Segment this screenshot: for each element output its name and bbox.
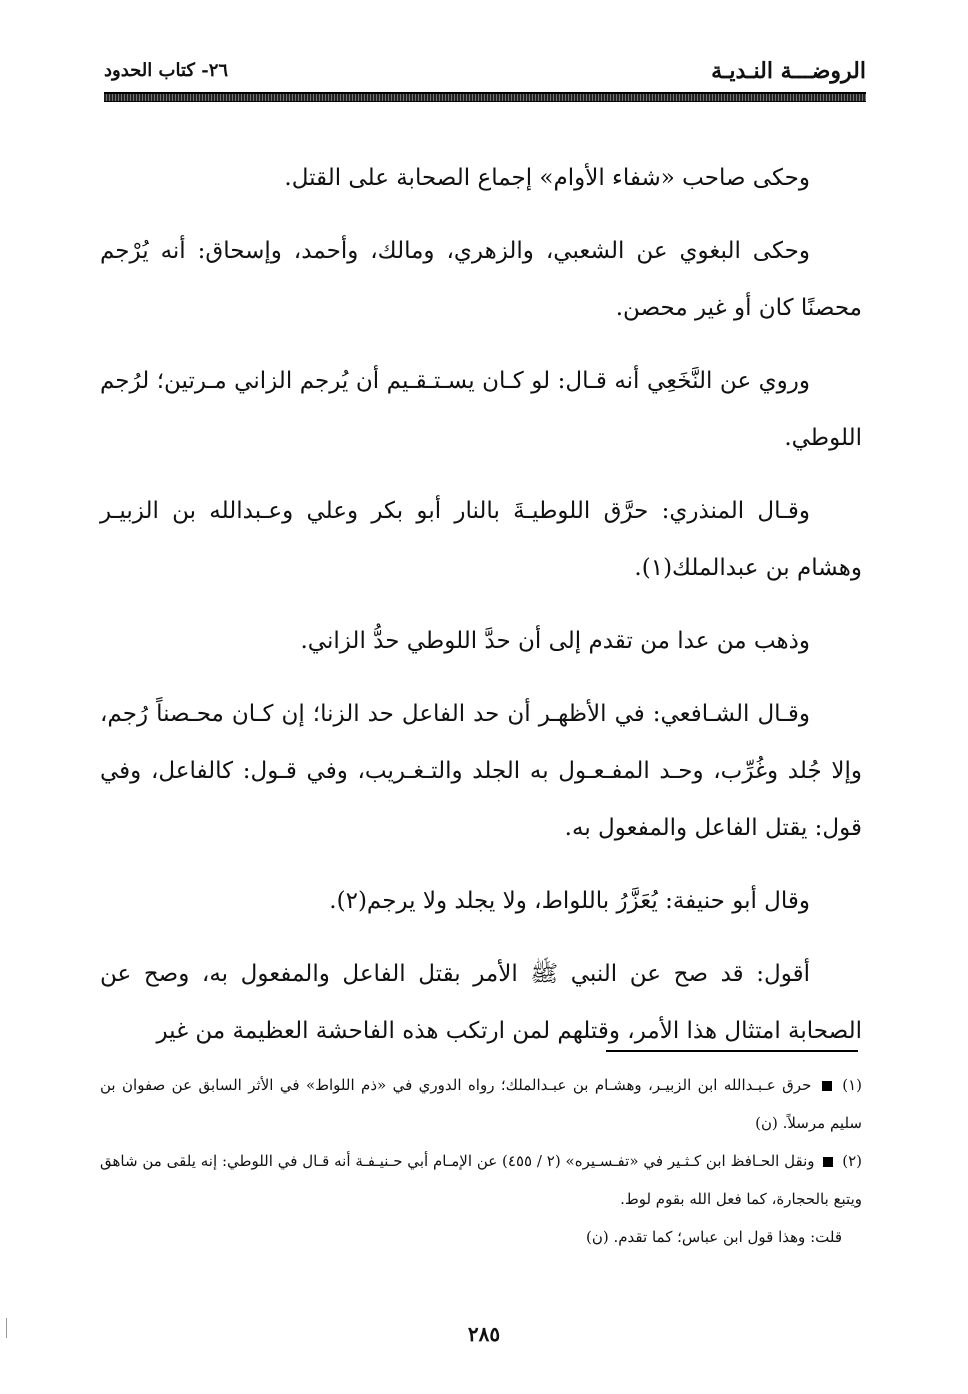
main-text	[100, 150, 862, 1076]
footnote-1-number: (١)	[842, 1076, 862, 1094]
chapter-title: ٢٦- كتاب الحدود	[104, 60, 229, 81]
paragraph-5: وذهب من عدا من تقدم إلى أن حدَّ اللوطي حدُّ الزاني.	[300, 628, 810, 654]
paragraph-7: وقال أبو حنيفة: يُعَزَّرُ باللواط، ولا يجلد ولا يرجم(٢).	[329, 888, 810, 914]
footnote-1-text: حرق عـبـدالله ابن الزبيـر، وهشـام بن عبـدالملك؛ رواه الدوري في «ذم اللواط» في الأثر السابق عن صفوان بن سليم مرسلاً. (ن)	[100, 1076, 862, 1132]
paragraph-4: وقـال المنذري: حرَّق اللوطيـةَ بالنار أبو بكر وعلي وعـبدالله بن الزبيـر وهشام بن عبدالملك(١).	[100, 498, 862, 581]
footnotes	[100, 1066, 862, 1256]
paragraph-3: وروي عن النَّخَعِي أنه قـال: لو كـان يسـتـقـيم أن يُرجم الزاني مـرتين؛ لرُجم اللوطي.	[100, 368, 862, 451]
book-title: الروضـــة النـديـة	[711, 58, 866, 84]
footnote-2	[100, 1142, 862, 1218]
paragraph-8: أقول: قد صح عن النبي ﷺ الأمر بقتل الفاعل والمفعول به، وصح عن الصحابة امتثال هذا الأمر، وقتلهم لمن ارتكب هذه الفاحشة العظيمة من غير	[100, 961, 862, 1044]
header-rule	[104, 92, 866, 102]
square-bullet-icon	[822, 1081, 832, 1091]
scan-margin-mark	[6, 1318, 7, 1338]
footnote-separator	[606, 1050, 858, 1052]
paragraph-6: وقـال الشـافعي: في الأظهـر أن حد الفاعل حد الزنا؛ إن كـان محـصناً رُجم، وإلا جُلد وغُرِّب، وحـد المفـعـول به الجلد والتـغـريب، وفي قـول: كالفاعل، وفي قول: يقتل الفاعل والمفعول به.	[100, 701, 862, 841]
footnote-1	[100, 1066, 862, 1142]
square-bullet-icon	[823, 1157, 833, 1167]
footnote-2-note: قلت: وهذا قول ابن عباس؛ كما تقدم. (ن)	[586, 1228, 842, 1246]
paragraph-2: وحكى البغوي عن الشعبي، والزهري، ومالك، وأحمد، وإسحاق: أنه يُرْجم محصنًا كان أو غير محصن.	[100, 238, 862, 321]
page-number: ٢٨٥	[467, 1322, 501, 1346]
paragraph-1: وحكى صاحب «شفاء الأوام» إجماع الصحابة على القتل.	[284, 165, 810, 191]
page-header	[104, 58, 866, 90]
footnote-2-text: ونقل الحـافظ ابن كـثـير في «تفـسـيره» (٢ / ٤٥٥) عن الإمـام أبي حـنيـفـة أنه قـال في اللوطي: إنه يلقى من شاهق ويتبع بالحجارة، كما فعل الله بقوم لوط.	[100, 1152, 862, 1208]
footnote-2-number: (٢)	[842, 1152, 862, 1170]
